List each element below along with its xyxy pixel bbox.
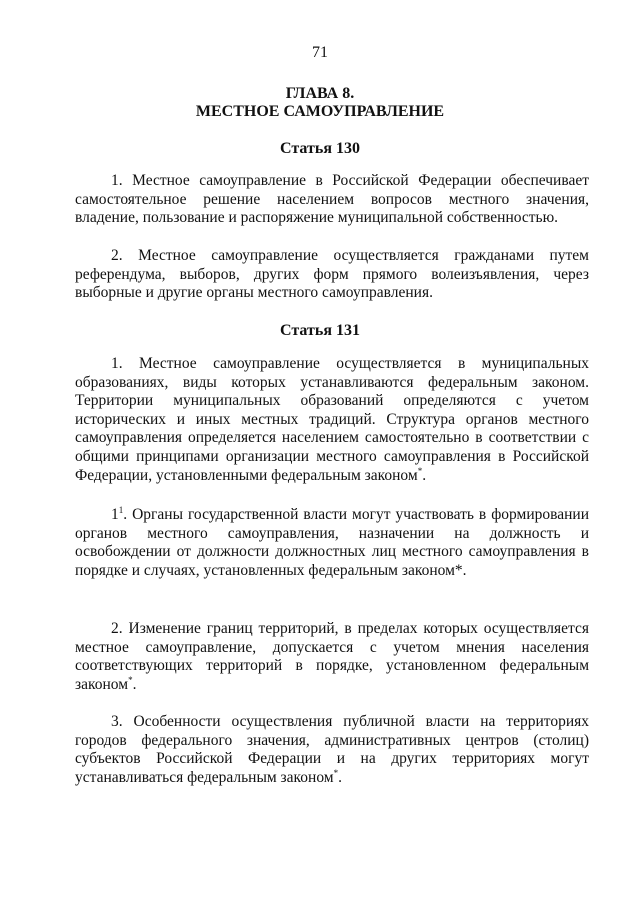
footnote-mark: * xyxy=(128,674,133,685)
paragraph-number: 1 xyxy=(111,506,119,523)
page-number: 71 xyxy=(312,44,328,61)
article-131-title: Статья 131 xyxy=(280,322,360,339)
chapter-title: МЕСТНОЕ САМОУПРАВЛЕНИЕ xyxy=(195,103,445,120)
paragraph-end: . xyxy=(338,768,342,786)
article-131-paragraph-3 xyxy=(75,713,589,787)
article-131-paragraph-2 xyxy=(75,620,589,694)
chapter-heading xyxy=(0,85,640,121)
article-131-paragraph-1 xyxy=(75,355,589,485)
paragraph-number-sup: 1 xyxy=(118,504,124,515)
chapter-number: ГЛАВА 8. xyxy=(285,85,355,102)
footnote-mark: * xyxy=(417,465,423,476)
article-131-paragraph-1-1 xyxy=(75,506,589,580)
article-130-paragraph-2: 2. Местное самоуправление осуществляется гражданами путем референдума, выборов, других форм прямого волеизъявления, через выборные и другие органы местного самоуправления. xyxy=(75,247,589,302)
article-131-paragraph-3-text: 3. Особенности осуществления публичной власти на территориях городов федерального значения, административных центров (столиц) субъектов Российской Федерации и на других территориях могут устанавливаться федеральным законом xyxy=(75,713,589,786)
article-130-paragraph-1: 1. Местное самоуправление в Российской Федерации обеспечивает самостоятельное решение населением вопросов местного значения, владение, пользование и распоряжение муниципальной собственностью. xyxy=(75,172,589,227)
article-131-paragraph-2-text: 2. Изменение границ территорий, в пределах которых осуществляется местное самоуправление, допускается с учетом мнения населения соответствующих территорий в порядке, установленном федеральным законом xyxy=(75,620,589,693)
article-130-title: Статья 130 xyxy=(280,140,360,157)
article-131-paragraph-1-1-text: . Органы государственной власти могут участвовать в формировании органов местного самоуправления, назначении на должность и освобождении от должности должностных лиц местного самоуправления в порядке и случаях, установленных федеральным законом*. xyxy=(75,506,589,579)
paragraph-end: . xyxy=(132,675,137,693)
article-131-paragraph-1-text: 1. Местное самоуправление осуществляется в муниципальных образованиях, виды которых устанавливаются федеральным законом. Территории муниципальных образований определяются с учетом исторических и иных местных традиций. Структура органов местного самоуправления определяется населением самостоятельно в соответствии с общими принципами организации местного самоуправления в Российской Федерации, установленными федеральным законом xyxy=(75,355,589,484)
footnote-mark: * xyxy=(333,767,339,778)
paragraph-end: . xyxy=(422,466,427,484)
